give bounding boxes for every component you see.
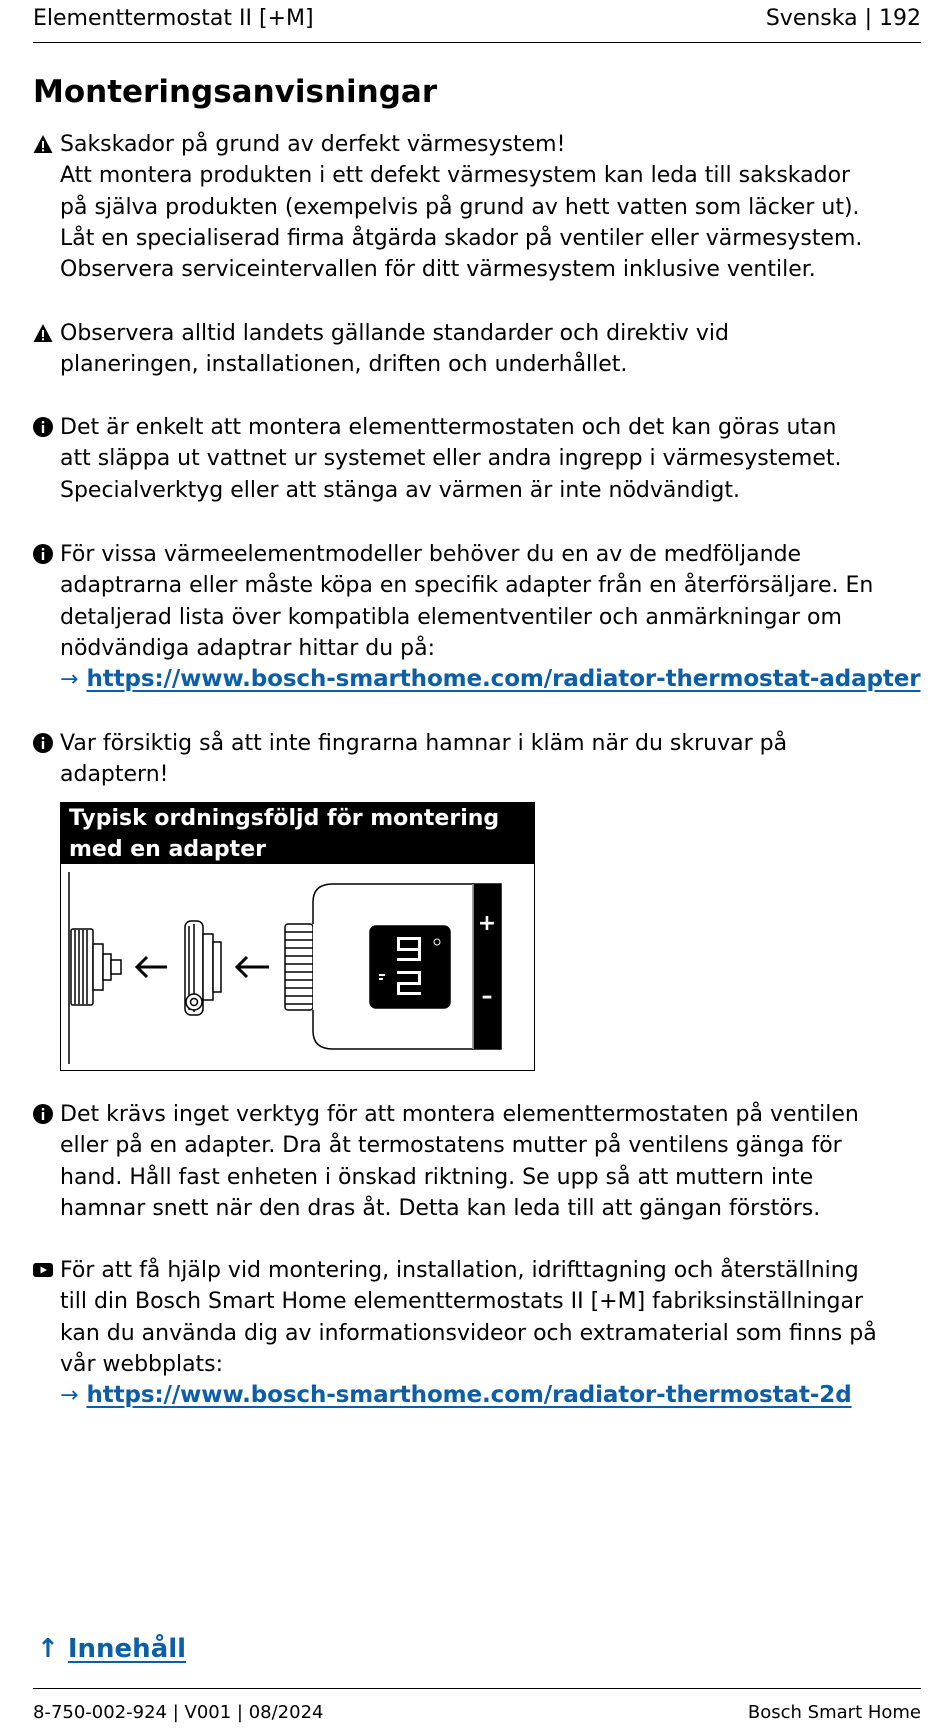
note-line: Var försiktig så att inte fingrarna hamnar i kläm när du skruvar på — [60, 731, 788, 756]
note-line: kan du använda dig av informationsvideor och extramaterial som finns på — [60, 1320, 877, 1346]
video-link-line — [60, 1380, 928, 1411]
warning-property-damage — [33, 129, 928, 285]
page-header — [33, 4, 921, 43]
note-line: Sakskador på grund av derfekt värmesystem! — [60, 132, 566, 157]
link-arrow: → — [60, 1383, 79, 1409]
info-icon — [33, 733, 53, 753]
minus-label: – — [481, 984, 493, 1009]
document-number: 8-750-002-924 | V001 | 08/2024 — [33, 1702, 324, 1723]
note-line: planeringen, installationen, driften och underhållet. — [60, 352, 628, 378]
figure-title-line: Typisk ordningsföljd för montering — [69, 806, 500, 831]
page-title: Monteringsanvisningar — [33, 74, 438, 110]
note-line: Observera alltid landets gällande standarder och direktiv vid — [60, 321, 729, 346]
brand-name: Bosch Smart Home — [747, 1702, 921, 1723]
note-line: adaptern! — [60, 762, 169, 788]
contents-label: Innehåll — [67, 1634, 187, 1664]
info-easy-mounting — [33, 412, 928, 506]
note-line: att släppa ut vattnet ur systemet eller andra ingrepp i värmesystemet. — [60, 446, 842, 472]
arrow-up-icon: ↑ — [37, 1634, 59, 1664]
video-help — [33, 1255, 928, 1411]
note-line: Att montera produkten i ett defekt värmesystem kan leda till sakskador — [60, 163, 851, 189]
video-icon — [33, 1260, 53, 1280]
note-line: på själva produkten (exempelvis på grund av hett vatten som läcker ut). — [60, 194, 860, 220]
note-line: vår webbplats: — [60, 1351, 224, 1377]
note-line: Det är enkelt att montera elementtermostaten och det kan göras utan — [60, 415, 837, 440]
language-page-number: Svenska | 192 — [765, 6, 921, 31]
note-line: hand. Håll fast enheten i önskad riktning. Se upp så att muttern inte — [60, 1164, 814, 1190]
info-adapters — [33, 539, 928, 695]
mounting-sequence-figure — [60, 802, 535, 1071]
figure-title — [61, 803, 534, 864]
info-pinch-warning — [33, 728, 928, 791]
thermostat-icon — [285, 884, 501, 1049]
note-line: eller på en adapter. Dra åt termostatens mutter på ventilens gänga för — [60, 1133, 842, 1159]
note-line: nödvändiga adaptrar hittar du på: — [60, 635, 435, 661]
adapter-link-line — [60, 664, 928, 695]
info-icon — [33, 544, 53, 564]
note-line: detaljerad lista över kompatibla elementventiler och anmärkningar om — [60, 604, 842, 630]
warning-icon — [33, 134, 53, 154]
note-line: Låt en specialiserad firma åtgärda skador på ventiler eller värmesystem. — [60, 225, 863, 251]
warning-icon — [33, 323, 53, 343]
page-footer — [33, 1688, 921, 1725]
figure-title-line: med en adapter — [69, 837, 266, 862]
info-icon — [33, 1104, 53, 1124]
valve-icon — [71, 929, 121, 1005]
link-arrow: → — [60, 667, 79, 693]
product-name: Elementtermostat II [+M] — [33, 6, 314, 31]
note-line: För att få hjälp vid montering, installation, idrifttagning och återställning — [60, 1258, 859, 1283]
plus-label: + — [477, 911, 497, 936]
note-line: Det krävs inget verktyg för att montera elementtermostaten på ventilen — [60, 1102, 859, 1127]
note-line: adaptrarna eller måste köpa en specifik adapter från en återförsäljare. En — [60, 573, 874, 599]
note-line: till din Bosch Smart Home elementtermostats II [+M] fabriksinställningar — [60, 1289, 864, 1315]
note-line: För vissa värmeelementmodeller behöver du en av de medföljande — [60, 542, 802, 567]
video-info-link[interactable]: https://www.bosch-smarthome.com/radiator-thermostat-2d — [86, 1382, 852, 1409]
warning-standards — [33, 318, 928, 381]
note-line: Observera serviceintervallen för ditt värmesystem inklusive ventiler. — [60, 257, 816, 283]
mounting-illustration — [61, 864, 533, 1069]
adapter-icon — [185, 921, 221, 1015]
note-line: Specialverktyg eller att stänga av värmen är inte nödvändigt. — [60, 477, 740, 503]
info-no-tools — [33, 1099, 928, 1224]
note-line: hamnar snett när den dras åt. Detta kan leda till att gängan förstörs. — [60, 1195, 821, 1221]
arrow-left-icon — [237, 957, 269, 977]
contents-link[interactable] — [37, 1634, 186, 1664]
arrow-left-icon — [137, 957, 167, 977]
info-icon — [33, 417, 53, 437]
adapter-list-link[interactable]: https://www.bosch-smarthome.com/radiator-thermostat-adapter — [86, 666, 921, 693]
